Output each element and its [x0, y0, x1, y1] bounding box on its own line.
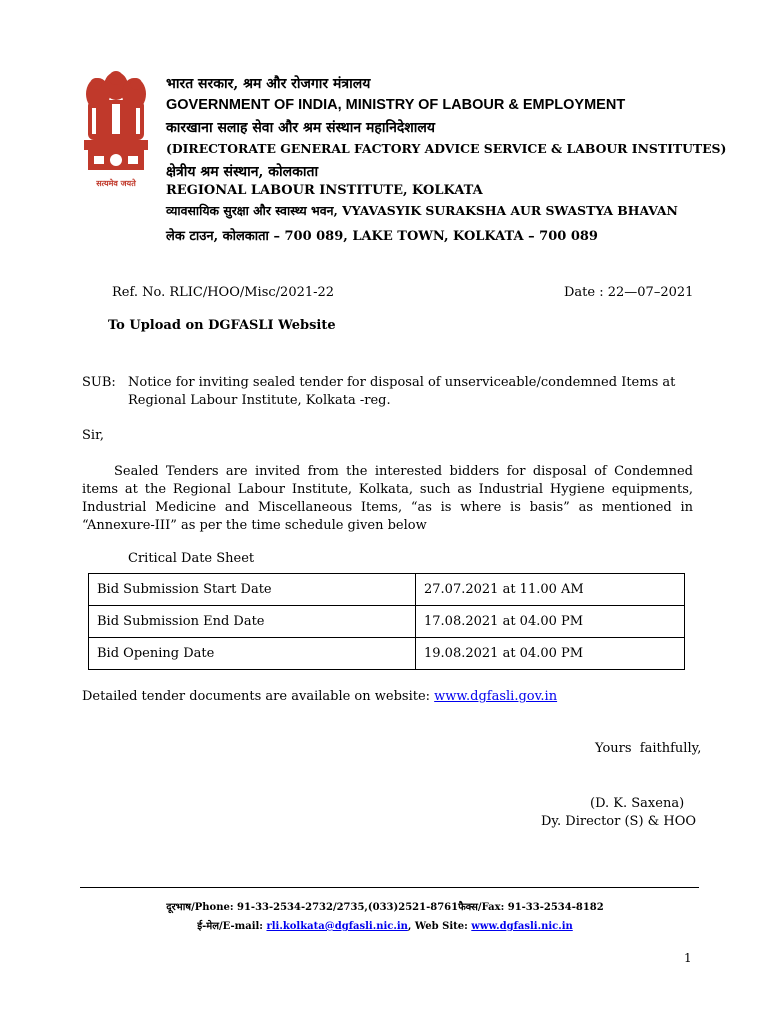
header-line-ministry-hindi: भारत सरकार, श्रम और रोजगार मंत्रालय [166, 76, 371, 92]
footer-web-label: , Web Site: [407, 921, 472, 932]
tender-docs-note [82, 689, 557, 704]
letter-date: Date : 22—07–2021 [564, 285, 694, 300]
header-line-address: लेक टाउन, कोलकाता – 700 089, LAKE TOWN, KOLKATA – 700 089 [166, 229, 598, 244]
footer-phone: दूरभाष/Phone: 91-33-2534-2732/2735,(033)2521-8761फैक्स/Fax: 91-33-2534-8182 [166, 902, 604, 913]
closing: Yours faithfully, [595, 741, 702, 756]
reference-number: Ref. No. RLIC/HOO/Misc/2021-22 [112, 285, 335, 300]
critical-date-table [88, 573, 685, 670]
table-row [89, 638, 685, 670]
paragraph-line-4: “Annexure-III” as per the time schedule given below [82, 518, 427, 533]
subject-line-1: Notice for inviting sealed tender for disposal of unserviceable/condemned Items at [128, 375, 676, 390]
table-row [89, 574, 685, 606]
signatory-name: (D. K. Saxena) [590, 796, 685, 811]
signatory-title: Dy. Director (S) & HOO [541, 814, 697, 829]
upload-note: To Upload on DGFASLI Website [108, 318, 336, 333]
header-line-ministry: GOVERNMENT OF INDIA, MINISTRY OF LABOUR & EMPLOYMENT [166, 97, 626, 113]
salutation: Sir, [82, 428, 104, 443]
table-cell-label: Bid Opening Date [89, 638, 416, 670]
header-line-directorate-hindi: कारखाना सलाह सेवा और श्रम संस्थान महानिदेशालय [166, 120, 436, 136]
table-cell-label: Bid Submission End Date [89, 606, 416, 638]
table-row [89, 606, 685, 638]
footer-website-link[interactable]: www.dgfasli.nic.in [471, 921, 573, 932]
national-emblem-icon [76, 64, 156, 192]
table-cell-label: Bid Submission Start Date [89, 574, 416, 606]
table-cell-value: 17.08.2021 at 04.00 PM [416, 606, 685, 638]
tender-docs-text: Detailed tender documents are available on website: [82, 689, 435, 704]
header-line-institute: REGIONAL LABOUR INSTITUTE, KOLKATA [166, 183, 483, 198]
header-line-directorate: (DIRECTORATE GENERAL FACTORY ADVICE SERVICE & LABOUR INSTITUTES) [166, 141, 727, 156]
paragraph-line-3: Industrial Medicine and Miscellaneous Items, “as is where is basis” as mentioned in [82, 500, 693, 515]
page-number: 1 [684, 951, 692, 965]
paragraph-line-1: Sealed Tenders are invited from the interested bidders for disposal of Condemned [114, 464, 693, 479]
tender-docs-link[interactable]: www.dgfasli.gov.in [434, 689, 558, 704]
table-cell-value: 27.07.2021 at 11.00 AM [416, 574, 685, 606]
footer-email-label: ई-मेल/E-mail: [197, 921, 267, 932]
paragraph-line-2: items at the Regional Labour Institute, Kolkata, such as Industrial Hygiene equipments, [82, 482, 693, 497]
emblem-motto: सत्यमेव जयते [96, 179, 136, 188]
footer-contact [0, 918, 770, 932]
header-line-institute-hindi: क्षेत्रीय श्रम संस्थान, कोलकाता [166, 164, 319, 180]
table-cell-value: 19.08.2021 at 04.00 PM [416, 638, 685, 670]
footer-divider [80, 887, 699, 888]
critical-date-title: Critical Date Sheet [128, 551, 255, 566]
subject-line-2: Regional Labour Institute, Kolkata -reg. [128, 393, 391, 408]
subject-label: SUB: [82, 375, 116, 390]
header-line-bhavan: व्यावसायिक सुरक्षा और स्वास्थ्य भवन, VYAVASYIK SURAKSHA AUR SWASTYA BHAVAN [166, 203, 678, 218]
footer-email-link[interactable]: rli.kolkata@dgfasli.nic.in [266, 921, 408, 932]
